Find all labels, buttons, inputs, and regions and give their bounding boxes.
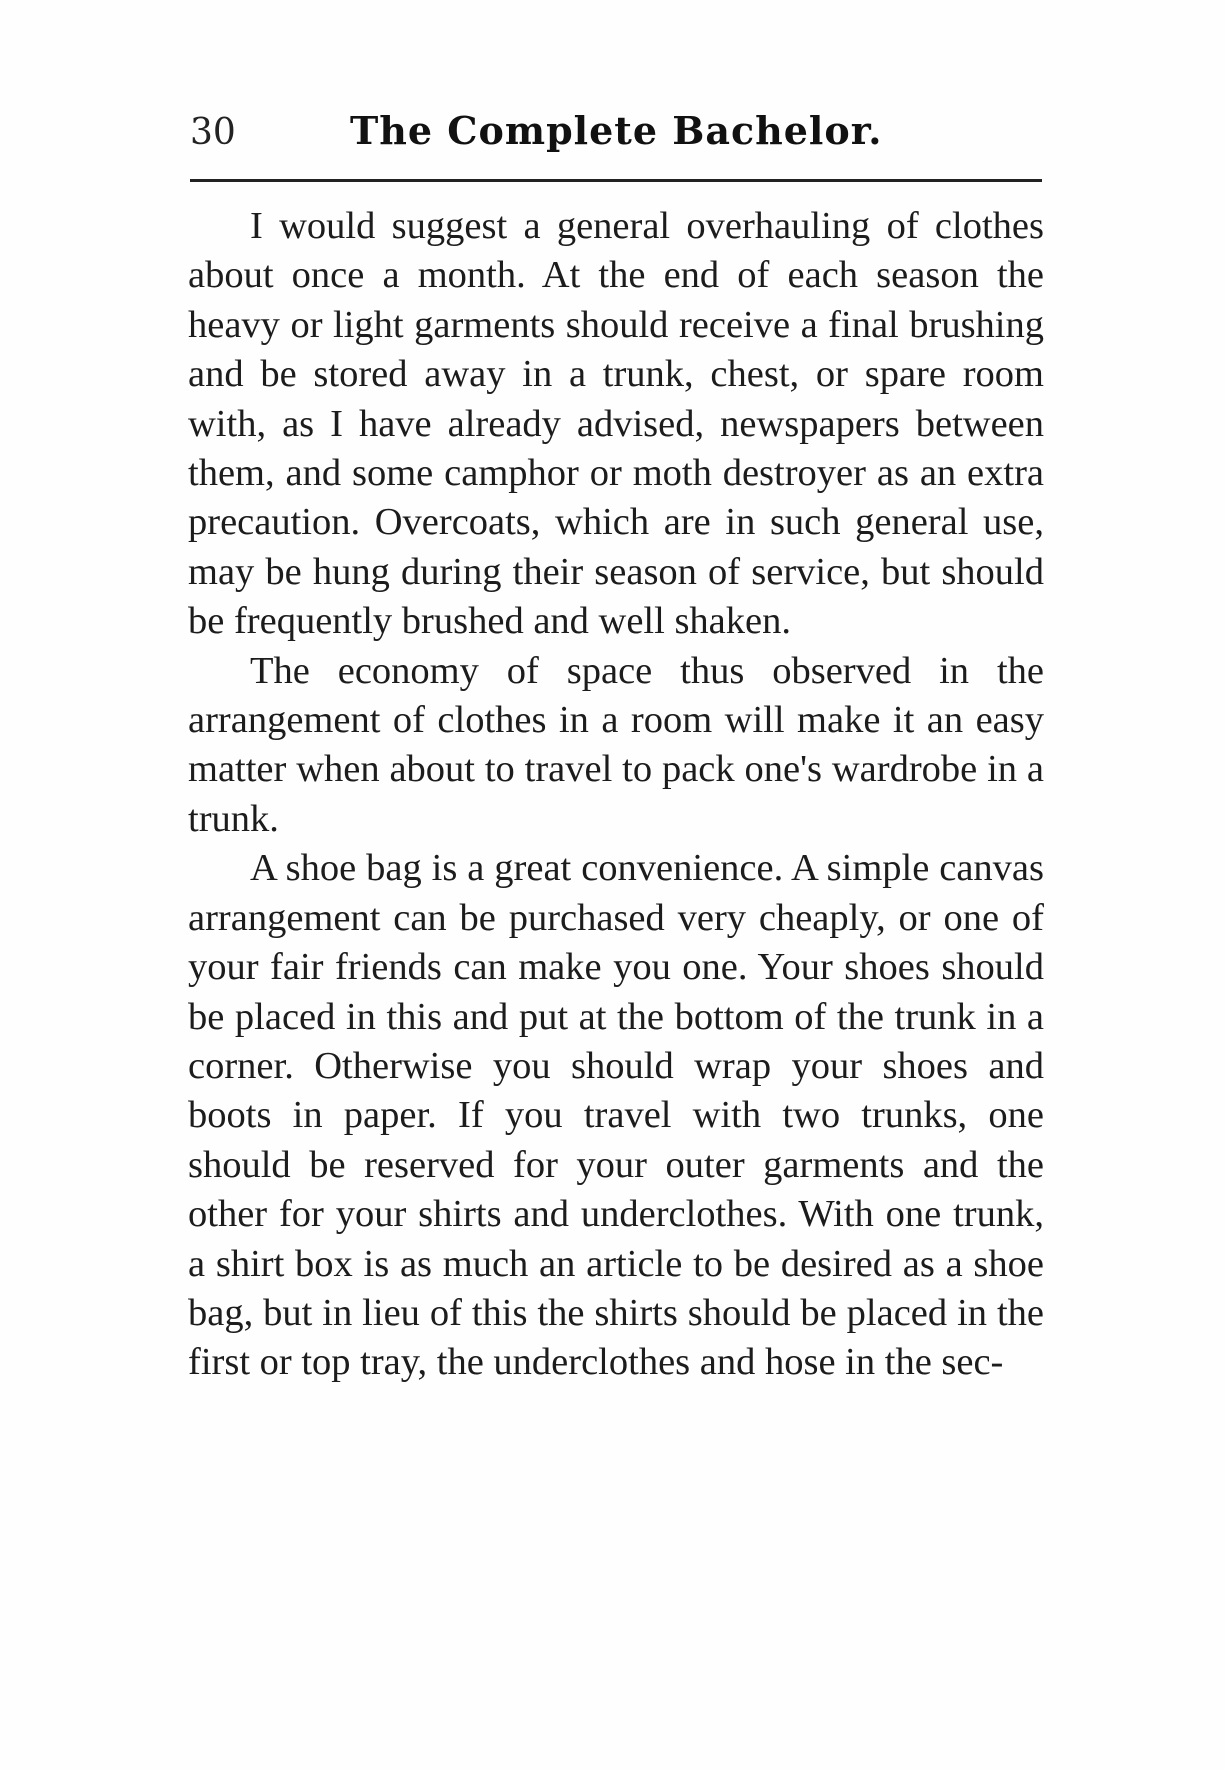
paragraph-shoe-bag: A shoe bag is a great convenience. A simple canvas arrangement can be purchased very cheaply, or one of your fair friends can make you one. Your shoes should be placed in this and put at the bottom of the trunk in a corner. Otherwise you should wrap your shoes and boots in paper. If you travel with two trunks, one should be reserved for your outer garments and the other for your shirts and underclothes. With one trunk, a shirt box is as much an article to be desired as a shoe bag, but in lieu of this the shirts should be placed in the first or top tray, the underclothes and hose in the sec-: [188, 847, 1044, 1384]
page-number: 30: [190, 112, 236, 153]
paragraph-economy-of-space: The economy of space thus observed in the arrangement of clothes in a room will make it an easy matter when about to travel to pack one's wardrobe in a trunk.: [188, 649, 1044, 840]
paragraph-overhauling: I would suggest a general overhauling of clothes about once a month. At the end of each season the heavy or light garments should receive a final brushing and be stored away in a trunk, chest, or spare room with, as I have already advised, newspapers between them, and some camphor or moth destroyer as an extra precaution. Overcoats, which are in such general use, may be hung during their season of service, but should be frequently brushed and well shaken.: [188, 205, 1044, 643]
body-text: [188, 202, 1044, 1388]
running-head: [190, 108, 1042, 168]
header-rule: [190, 179, 1042, 182]
running-title: The Complete Bachelor.: [350, 108, 883, 153]
